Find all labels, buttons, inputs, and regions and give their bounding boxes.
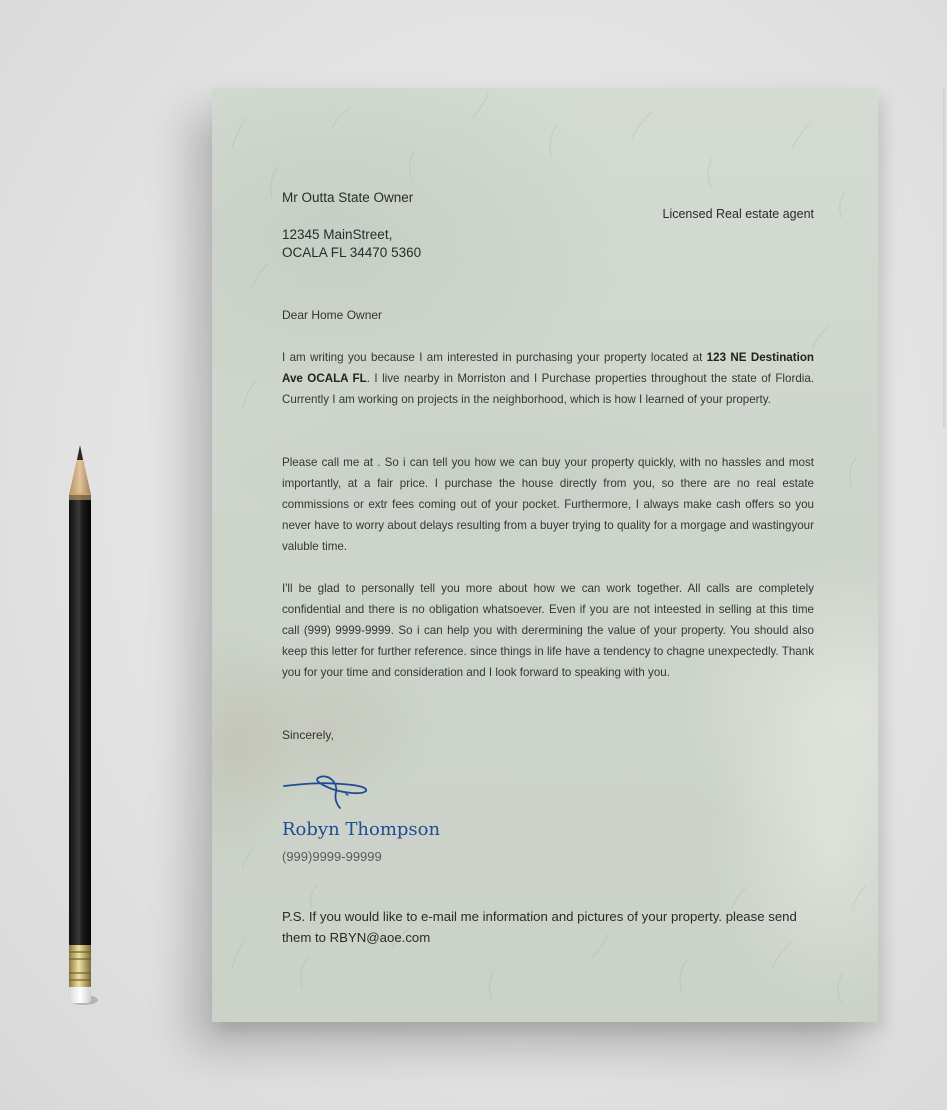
salutation: Dear Home Owner xyxy=(282,308,383,322)
letter-page xyxy=(212,88,878,1022)
address-line-2: OCALA FL 34470 5360 xyxy=(282,245,422,260)
agent-title: Licensed Real estate agent xyxy=(662,207,814,221)
paragraph-2: Please call me at . So i can tell you how we can buy your property quickly, with no hassles and most importantly, at a fair price. I purchase the house directly from you, so there are no real estate commissions or extr fees coming out of your pocket. Furthermore, I always make cash offers so you never have to worry about delays resulting from a buyer trying to quality for a morgage and wastingyour valuble time. xyxy=(282,456,814,553)
signer-phone: (999)9999-99999 xyxy=(282,849,382,864)
postscript: P.S. If you would like to e-mail me information and pictures of your property. please send them to RBYN@aoe.com xyxy=(282,909,797,945)
second-sheet-edge xyxy=(943,88,947,428)
pencil-image xyxy=(62,440,98,1020)
property-address: 123 NE Destination Ave OCALA FL xyxy=(282,351,814,385)
recipient-address xyxy=(282,226,421,262)
signature-image xyxy=(282,772,378,812)
paragraph-1 xyxy=(282,347,814,410)
closing: Sincerely, xyxy=(282,728,334,742)
paragraph-3: I'll be glad to personally tell you more about how we can work together. All calls are completely confidential and there is no obligation whatsoever. Even if you are not inteested in selling at this time call (999) 9999-9999. So i can help you with derermining the value of your property. You should also keep this letter for further reference. since things in life have a tendency to chagne unexpectedly. Thank you for your time and consideration and I look forward to speaking with you. xyxy=(282,582,814,679)
paragraph-1-start: I am writing you because I am interested in purchasing your property located at xyxy=(282,351,707,364)
recipient-name: Mr Outta State Owner xyxy=(282,190,414,205)
paragraph-1-end: . I live nearby in Morriston and I Purchase properties throughout the state of Flordia. Currently I am working on projects in the neighborhood, which is how I learned of your property. xyxy=(282,372,815,406)
signer-name: Robyn Thompson xyxy=(282,819,441,840)
address-line-1: 12345 MainStreet, xyxy=(282,227,393,242)
